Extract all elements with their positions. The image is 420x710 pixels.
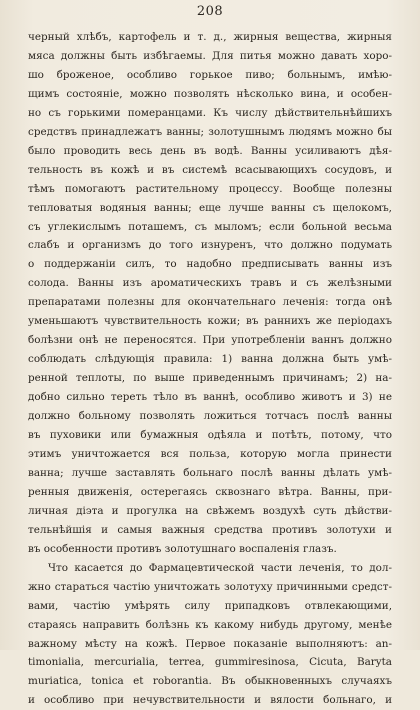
text-line: этимъ уничтожается вся польза, которую могла принести (28, 447, 392, 460)
paragraph (28, 559, 392, 710)
text-line: ванна; лучше заставлять больнаго послѣ ванны дѣлать умѣ- (28, 466, 392, 479)
text-line: было проводить весь день въ водѣ. Ванны усиливаютъ дѣя- (28, 144, 392, 157)
text-line: уменьшаютъ чувствительность кожи; въ раннихъ же періодахъ (28, 315, 392, 328)
text-line: болѣзни онѣ не переносятся. При употребленіи ваннъ должно (28, 334, 392, 347)
text-line: ренныя движенія, остерегаясь сквознаго вѣтра. Ванны, при- (28, 485, 392, 498)
text-line: вами, частію умѣрять силу припадковъ отвлекающими, (28, 599, 392, 612)
text-line: препаратами полезны для окончательнаго леченія: тогда онѣ (28, 296, 392, 309)
text-line: тѣмъ помогаютъ растительному процессу. Вообще полезны (28, 182, 392, 195)
text-body (28, 28, 392, 710)
text-line: должно больному позволять ложиться тотчасъ послѣ ванны (28, 410, 392, 423)
text-line: ренной теплоты, по выше приведеннымъ причинамъ; 2) на- (28, 372, 392, 385)
text-line: добно сильно тереть тѣло въ ваннѣ, особливо животъ и 3) не (28, 391, 392, 404)
text-line: черный хлѣбъ, картофель и т. д., жирныя вещества, жирныя (28, 31, 392, 43)
text-line: тельнѣйшія и самыя важныя средства противъ золотухи и (28, 523, 392, 536)
text-line: тепловатыя водяныя ванны; еще лучше ванны съ щелокомъ, (28, 201, 392, 214)
text-line: timonialia, mercurialia, terrea, gummiresinosa, Cicuta, Baryta (28, 656, 392, 669)
text-line: мяса должны быть избѣгаемы. Для питья можно давать хоро- (28, 49, 392, 62)
text-line: личная діэта и прогулка на свѣжемъ воздухѣ суть дѣйстви- (28, 504, 392, 517)
text-line: Что касается до Фармацевтической части леченія, то дол- (48, 561, 392, 574)
text-line: тельность въ кожѣ и въ системѣ всасывающихъ сосудовъ, и (28, 163, 392, 176)
text-line: muriatica, tonica et roborantia. Въ обыкновенныхъ случаяхъ (28, 675, 392, 688)
text-line: важному мѣсту на кожѣ. Первое показаніе выполняютъ: an- (28, 637, 392, 650)
text-line: соблюдать слѣдующія правила: 1) ванна должна быть умѣ- (28, 353, 392, 366)
text-line: и особливо при нечувствительности и вялости больнаго, и (28, 694, 392, 707)
text-line: солода. Ванны изъ ароматическихъ травъ и съ желѣзными (28, 277, 392, 290)
text-line: о поддержаніи силъ, то надобно предписывать ванны изъ (28, 258, 392, 271)
text-line: съ углекислымъ поташемъ, съ мыломъ; если больной весьма (28, 220, 392, 233)
text-line: но съ горькими померанцами. Къ числу дѣйствительнѣйшихъ (28, 106, 392, 119)
text-line: шо броженое, особливо горькое пиво; больнымъ, имѣю- (28, 68, 392, 81)
text-line: щимъ состояніе, можно позволять нѣсколько вина, и особен- (28, 87, 392, 100)
text-line: слабъ и организмъ до того изнуренъ, что должно подумать (28, 239, 392, 252)
text-line: въ пуховики или бумажныя одѣяла и потѣть, потому, что (28, 429, 392, 442)
text-line: жно стараться частію уничтожать золотуху причинными средст- (28, 580, 392, 593)
text-line: средствъ принадлежатъ ванны; золотушнымъ людямъ можно бы (28, 125, 392, 138)
paragraph (28, 28, 392, 559)
text-line: стараясь направить болѣзнь къ какому нибудь другому, менѣе (28, 618, 392, 631)
text-line: въ особенности противъ золотушнаго воспаленія глазъ. (28, 542, 337, 555)
page-number: 208 (196, 4, 224, 19)
